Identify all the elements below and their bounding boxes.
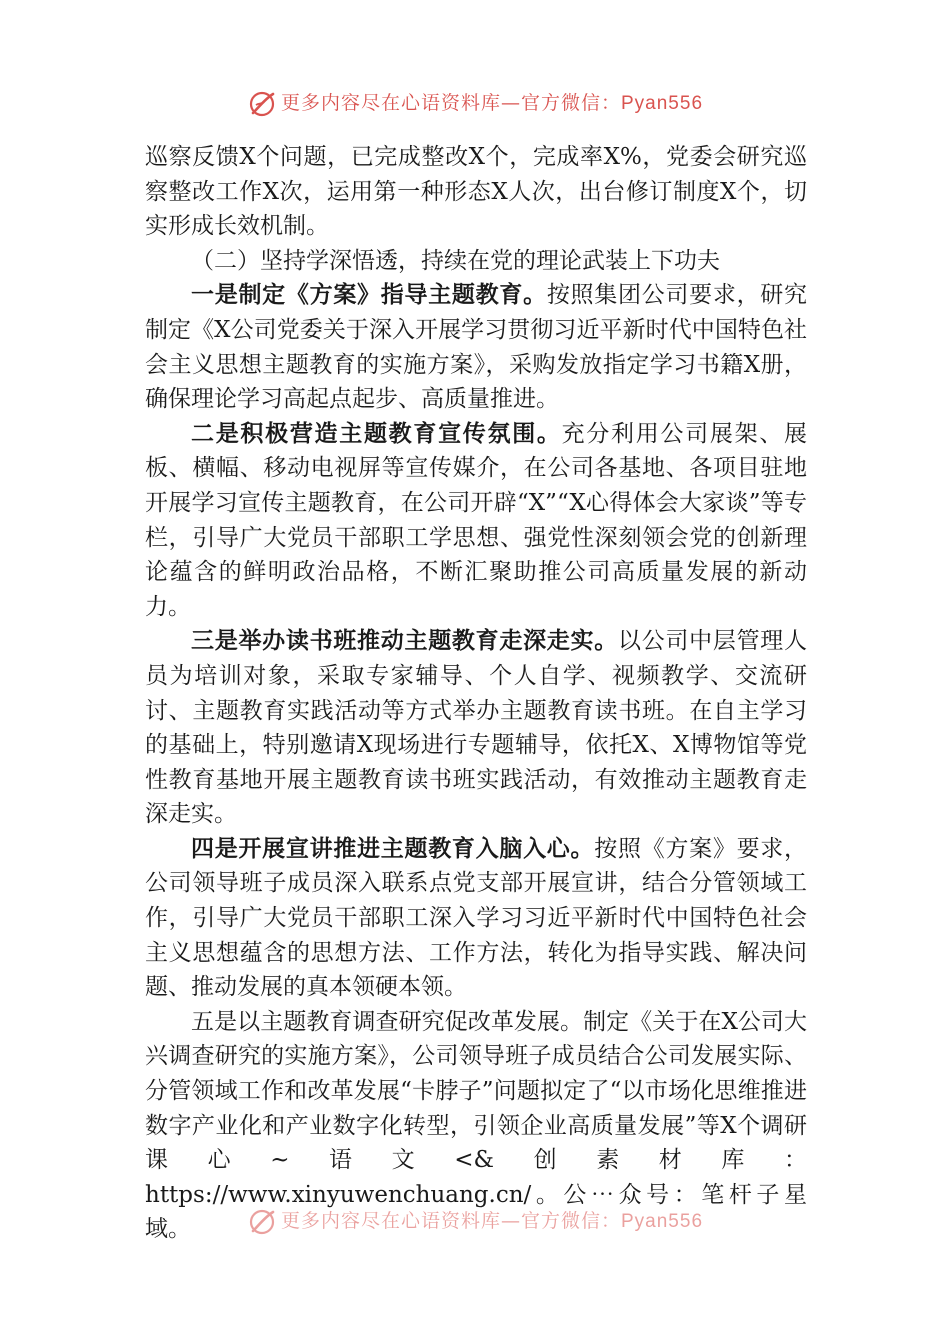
paragraph-1-lead: 一是制定《方案》指导主题教育。 [191, 281, 547, 309]
brush-logo-icon [247, 1207, 277, 1236]
watermark-footer-text: 更多内容尽在心语资料库—官方微信： [280, 1210, 621, 1232]
paragraph-3-lead: 三是举办读书班推动主题教育走深走实。 [191, 627, 618, 655]
document-body [145, 140, 807, 1247]
paragraph-0: 巡察反馈X个问题，已完成整改X个，完成率X%，党委会研究巡察整改工作X次，运用第一种形态X人次，出台修订制度X个，切实形成长效机制。 [145, 144, 807, 240]
paragraph-1-body: 按照集团公司要求，研究制定《X公司党委关于深入开展学习贯彻习近平新时代中国特色社会主义思想主题教育的实施方案》，采购发放指定学习书籍X册，确保理论学习高起点起步、高质量推进。 [145, 282, 808, 413]
paragraph-3 [145, 624, 807, 832]
paragraph-3-body: 以公司中层管理人员为培训对象，采取专家辅导、个人自学、视频教学、交流研讨、主题教育实践活动等方式举办主题教育读书班。在自主学习的基础上，特别邀请X现场进行专题辅导，依托X、X博物馆等党性教育基地开展主题教育读书班实践活动，有效推动主题教育走深走实。 [145, 628, 808, 828]
paragraph-5: 五是以主题教育调查研究促改革发展。制定《关于在X公司大兴调查研究的实施方案》，公司领导班子成员结合公司发展实际、分管领域工作和改革发展“卡脖子”问题拟定了“以市场化思维推进数字产业化和产业数字化转型，引领企业高质量发展”等X个调研课心~语文<&创素材库：https://www.xinyuwenchuang.cn/。公⋯众号：笔杆子星域。 [145, 1008, 807, 1243]
paragraph-2-lead: 二是积极营造主题教育宣传氛围。 [191, 419, 562, 447]
paragraph-4-body: 按照《方案》要求，公司领导班子成员深入联系点党支部开展宣讲，结合分管领域工作，引导广大党员干部职工深入学习习近平新时代中国特色社会主义思想蕴含的思想方法、工作方法，转化为指导实践、解决问题、推动发展的真本领硬本领。 [145, 835, 808, 1001]
paragraph-2 [145, 417, 807, 625]
watermark-wechat-id: Pyan556 [621, 93, 704, 114]
paragraph-2-body: 充分利用公司展架、展板、横幅、移动电视屏等宣传媒介，在公司各基地、各项目驻地开展学习宣传主题教育，在公司开辟“X”“X心得体会大家谈”等专栏，引导广大党员干部职工学思想、强党性深刻领会党的创新理论蕴含的鲜明政治品格，不断汇聚助推公司高质量发展的新动力。 [145, 420, 808, 620]
watermark-footer [0, 1206, 950, 1236]
section-heading-2: （二）坚持学深悟透，持续在党的理论武装上下功夫 [191, 247, 720, 274]
watermark-text: 更多内容尽在心语资料库—官方微信： [280, 92, 621, 114]
watermark-footer-wechat-id: Pyan556 [621, 1211, 704, 1232]
paragraph-1 [145, 278, 807, 416]
watermark-header [0, 88, 950, 119]
paragraph-4 [145, 832, 807, 1005]
paragraph-4-lead: 四是开展宣讲推进主题教育入脑入心。 [191, 834, 595, 862]
brush-logo-icon [247, 89, 277, 119]
